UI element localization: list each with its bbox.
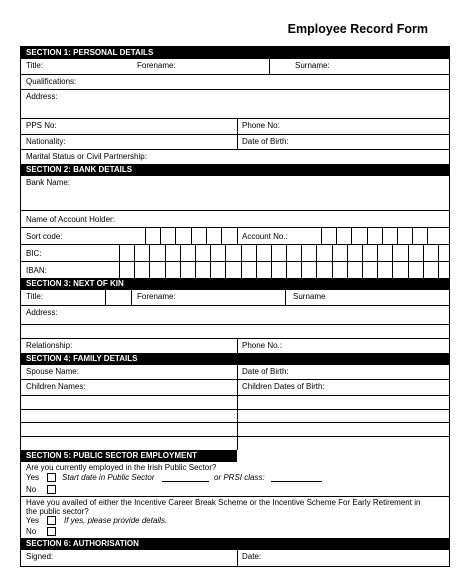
public-sector-question-text: Are you currently employed in the Irish Public Sector? <box>26 463 217 472</box>
sort-account-row <box>21 227 449 244</box>
children-row <box>21 379 449 395</box>
divider <box>285 290 286 305</box>
incentive-no-checkbox[interactable] <box>47 527 56 536</box>
yes-label: Yes <box>26 516 40 525</box>
no-label: No <box>26 485 37 494</box>
start-date-field[interactable] <box>162 481 209 482</box>
spouse-row <box>21 365 449 379</box>
divider <box>237 396 238 409</box>
divider <box>237 228 238 244</box>
marital-status-label: Marital Status or Civil Partnership: <box>26 152 147 161</box>
signed-label: Signed: <box>26 552 54 561</box>
divider <box>237 550 238 566</box>
divider <box>237 135 238 149</box>
name-row <box>21 59 449 74</box>
pps-phone-row <box>21 118 449 134</box>
qualifications-label: Qualifications: <box>26 77 77 86</box>
no-label: No <box>26 527 37 536</box>
divider <box>269 59 270 74</box>
nationality-dob-row <box>21 134 449 149</box>
bank-name-label: Bank Name: <box>26 178 71 187</box>
divider <box>105 290 106 305</box>
children-row-4[interactable] <box>21 422 449 436</box>
account-no-label: Account No.: <box>242 232 288 241</box>
kin-address-line-2[interactable] <box>21 324 449 338</box>
pps-label: PPS No: <box>26 121 57 130</box>
employee-record-form <box>20 46 450 567</box>
public-sector-question <box>21 462 449 496</box>
kin-address-label: Address: <box>26 308 58 317</box>
yes-label: Yes <box>26 473 40 482</box>
details-label: If yes, please provide details. <box>64 516 168 525</box>
section-1-header: SECTION 1: PERSONAL DETAILS <box>21 47 449 59</box>
dob-label: Date of Birth: <box>242 137 289 146</box>
relationship-row <box>21 338 449 353</box>
account-holder-label: Name of Account Holder: <box>26 215 115 224</box>
phone-label: Phone No: <box>242 121 280 130</box>
account-no-boxes[interactable] <box>321 228 443 244</box>
bic-label: BIC: <box>26 249 42 258</box>
address-label: Address: <box>26 92 58 101</box>
kin-address-row[interactable] <box>21 305 449 324</box>
bic-boxes[interactable] <box>119 245 453 261</box>
divider <box>237 410 238 422</box>
title-label: Title: <box>26 61 44 70</box>
prsi-class-label: or PRSI class: <box>214 473 265 482</box>
incentive-scheme-question <box>21 496 449 538</box>
authorisation-row <box>21 550 449 566</box>
sort-code-boxes[interactable] <box>145 228 236 244</box>
incentive-question-line-2: the public sector? <box>26 507 89 516</box>
incentive-question-line-1: Have you availed of either the Incentive Career Break Scheme or the Incentive Scheme For Early Retirement in <box>26 498 421 507</box>
divider <box>237 119 238 134</box>
form-title: Employee Record Form <box>287 22 428 36</box>
section-6-header: SECTION 6: AUTHORISATION <box>21 538 449 550</box>
children-dob-label: Children Dates of Birth: <box>242 382 325 391</box>
kin-title-label: Title: <box>26 292 44 301</box>
qualifications-row[interactable] <box>21 74 449 89</box>
date-label: Date: <box>242 552 262 561</box>
divider <box>237 365 238 379</box>
section-4-header: SECTION 4: FAMILY DETAILS <box>21 353 449 365</box>
prsi-class-field[interactable] <box>271 481 322 482</box>
kin-name-row <box>21 290 449 305</box>
address-row[interactable] <box>21 89 449 118</box>
divider <box>237 423 238 436</box>
start-date-label: Start date in Public Sector <box>62 473 155 482</box>
divider <box>237 437 238 450</box>
iban-row <box>21 261 449 278</box>
bank-name-row[interactable] <box>21 176 449 210</box>
children-row-2[interactable] <box>21 395 449 409</box>
spouse-dob-label: Date of Birth: <box>242 367 289 376</box>
iban-boxes[interactable] <box>119 262 453 278</box>
divider <box>131 290 132 305</box>
section-2-header: SECTION 2: BANK DETAILS <box>21 164 449 176</box>
incentive-yes-checkbox[interactable] <box>47 516 56 525</box>
divider <box>237 339 238 353</box>
nationality-label: Nationality: <box>26 137 66 146</box>
relationship-label: Relationship: <box>26 341 73 350</box>
bic-row <box>21 244 449 261</box>
kin-surname-label: Surname <box>293 292 326 301</box>
divider <box>237 380 238 395</box>
kin-forename-label: Forename: <box>137 292 176 301</box>
kin-phone-label: Phone No.: <box>242 341 283 350</box>
section-5-header: SECTION 5: PUBLIC SECTOR EMPLOYMENT <box>21 450 237 462</box>
marital-status-row[interactable] <box>21 149 449 164</box>
forename-label: Forename: <box>137 61 176 70</box>
account-holder-row[interactable] <box>21 210 449 227</box>
children-row-3[interactable] <box>21 409 449 422</box>
children-names-label: Children Names: <box>26 382 86 391</box>
public-sector-no-checkbox[interactable] <box>47 485 56 494</box>
children-row-5[interactable] <box>21 436 449 450</box>
public-sector-yes-checkbox[interactable] <box>47 473 56 482</box>
spouse-name-label: Spouse Name: <box>26 367 79 376</box>
iban-label: IBAN: <box>26 266 47 275</box>
surname-label: Surname: <box>295 61 330 70</box>
section-3-header: SECTION 3: NEXT OF KIN <box>21 278 449 290</box>
sort-code-label: Sort code: <box>26 232 63 241</box>
